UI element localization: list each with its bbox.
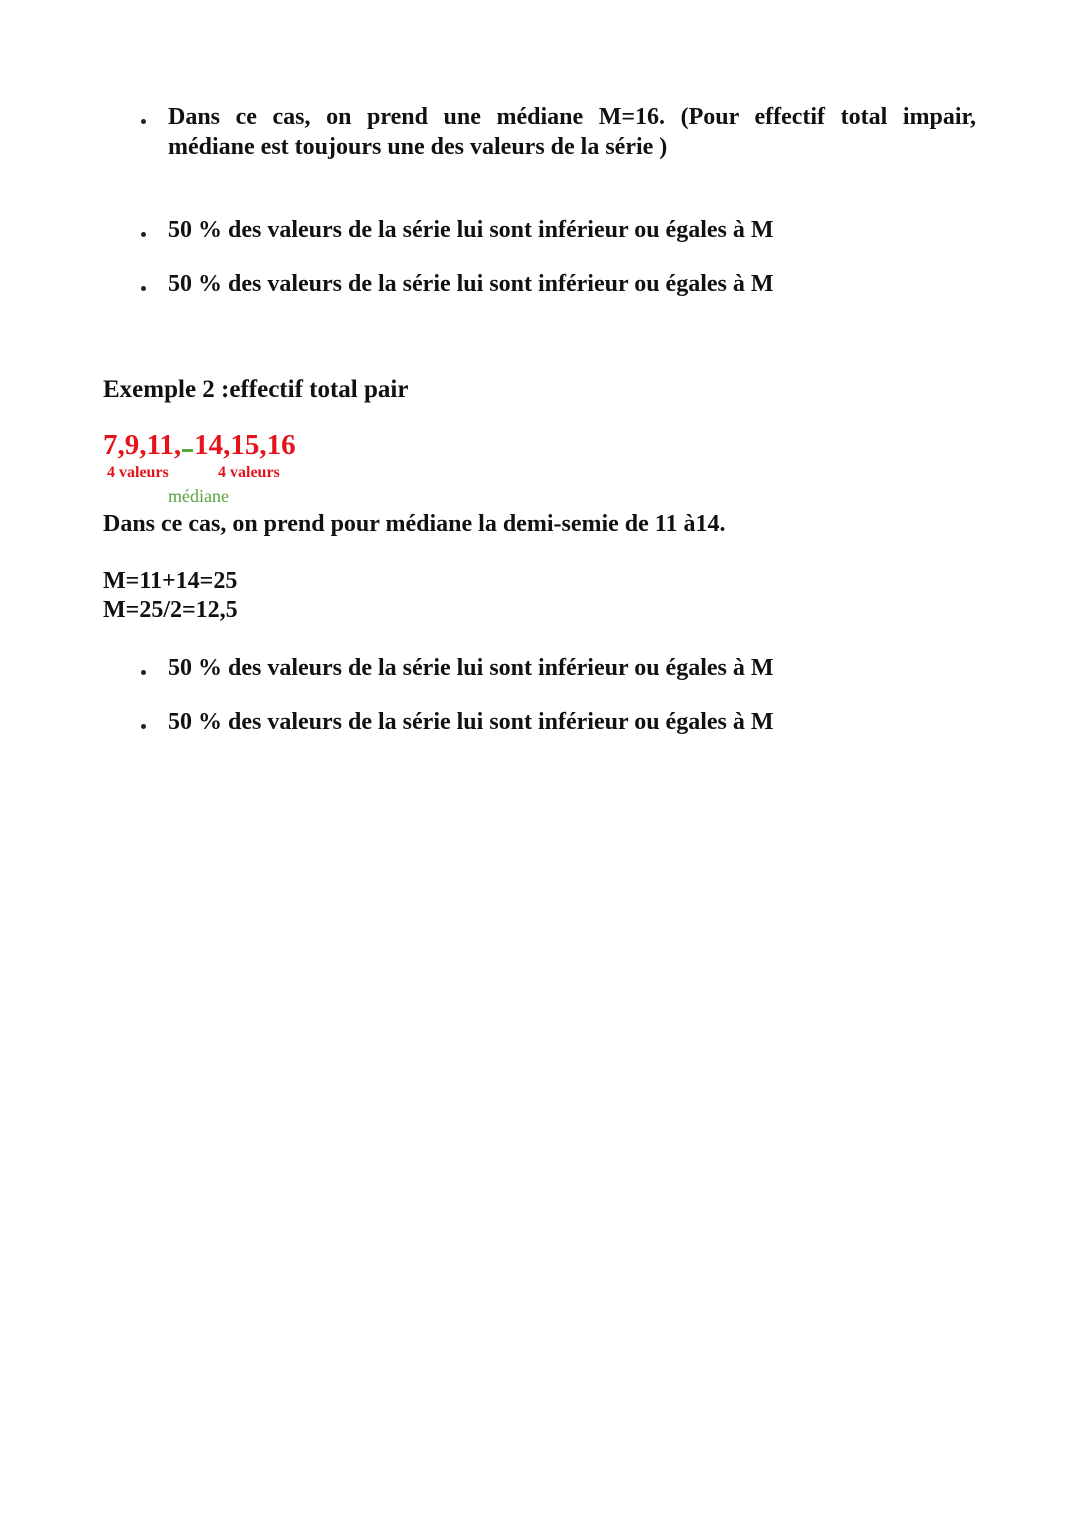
bullet-text: 50 % des valeurs de la série lui sont inférieur ou égales à M (168, 709, 774, 735)
value-series (103, 428, 296, 462)
explanation-paragraph: Dans ce cas, on prend pour médiane la demi-semie de 11 à14. (103, 511, 726, 537)
calculation-median: M=25/2=12,5 (103, 597, 238, 623)
series-right-values: 14,15,16 (194, 429, 296, 461)
median-position-mark (181, 432, 194, 454)
bullet-text: 50 % des valeurs de la série lui sont inférieur ou égales à M (168, 271, 774, 297)
calculation-sum: M=11+14=25 (103, 568, 238, 594)
series-left-values: 7,9,11, (103, 429, 182, 461)
bullet-dot (141, 119, 146, 124)
bullet-dot (141, 724, 146, 729)
bullet-text: 50 % des valeurs de la série lui sont inférieur ou égales à M (168, 217, 774, 243)
bullet-text-line-2: médiane est toujours une des valeurs de la série ) (168, 134, 668, 160)
right-count-label: 4 valeurs (218, 464, 280, 481)
bullet-dot (141, 670, 146, 675)
bullet-text-line-1: Dans ce cas, on prend une médiane M=16. (Pour effectif total impair, (168, 104, 976, 130)
example-heading: Exemple 2 :effectif total pair (103, 376, 409, 403)
median-label: médiane (168, 486, 229, 506)
bullet-dot (141, 286, 146, 291)
left-count-label: 4 valeurs (107, 464, 169, 481)
bullet-text-median-odd (168, 102, 976, 162)
bullet-text: 50 % des valeurs de la série lui sont inférieur ou égales à M (168, 655, 774, 681)
bullet-dot (141, 232, 146, 237)
